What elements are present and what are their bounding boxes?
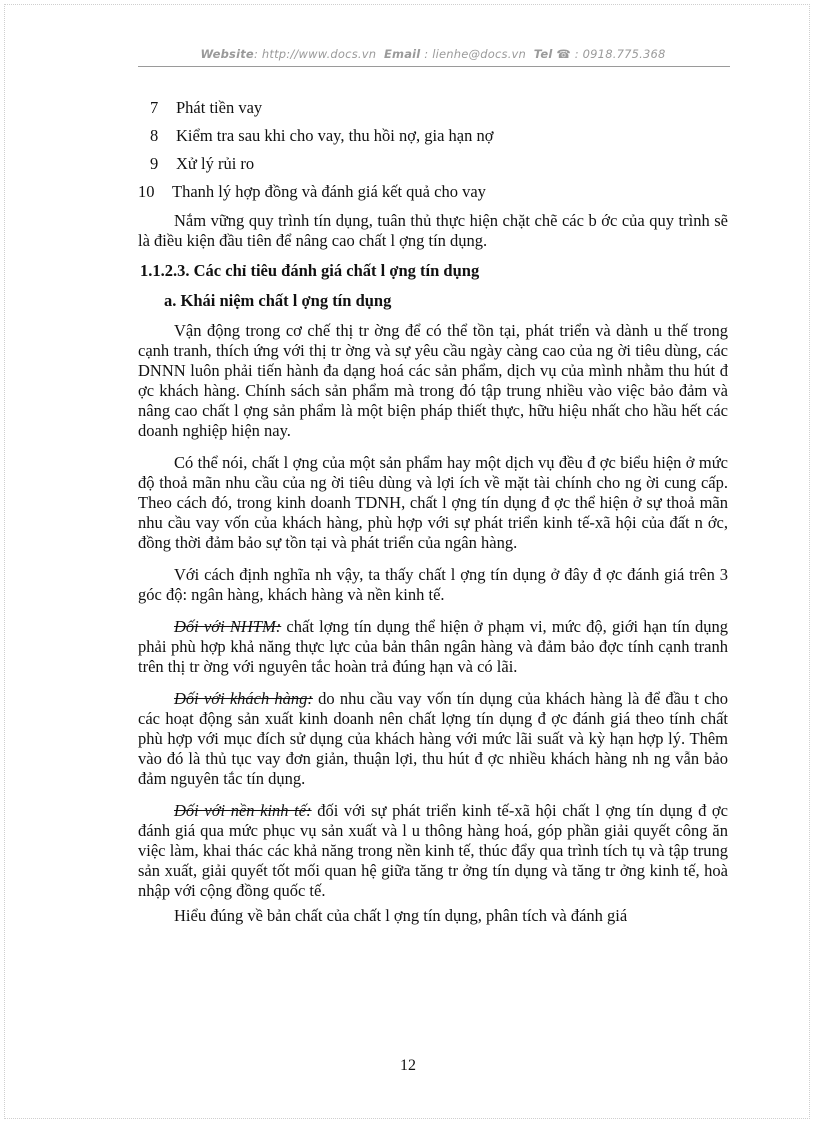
aspect-paragraph-nhtm: Đối với NHTM: chất lợng tín dụng thể hiện ở phạm vi, mức độ, giới hạn tín dụng phải phù hợp khả năng thực lực của bản thân ngân hàng và đảm bảo đợc tính cạnh tranh trên thị tr ờng với nguyên tắc hoàn trả đúng hạn và có lãi.: [138, 617, 728, 676]
subsection-heading: a. Khái niệm chất l ợng tín dụng: [164, 291, 392, 310]
intro-paragraph: Nắm vững quy trình tín dụng, tuân thủ thực hiện chặt chẽ các b ớc của quy trình sẽ là điều kiện đầu tiên để nâng cao chất l ợng tín dụng.: [138, 211, 728, 250]
list-item: 7 Phát tiền vay: [150, 98, 263, 117]
header-divider: [138, 66, 730, 67]
page-header: [138, 47, 728, 61]
document-body: [138, 94, 728, 926]
list-item: 8 Kiểm tra sau khi cho vay, thu hồi nợ, gia hạn nợ: [150, 126, 494, 145]
aspect-paragraph-economy: Đối với nền kinh tế: đối với sự phát triển kinh tế-xã hội chất l ợng tín dụng đ ợc đánh giá qua mức phục vụ sản xuất và l u thông hàng hoá, góp phần giải quyết công ăn việc làm, khai thác các khả năng trong nền kinh tế, thúc đẩy qua trình tích tụ và tập trung sản xuất, giải quyết tốt mối quan hệ giữa tăng tr ởng tín dụng và tăng tr ởng kinh tế, hoà nhập với cộng đồng quốc tế.: [138, 801, 728, 900]
aspect-lead: Đối với NHTM:: [174, 617, 282, 636]
aspect-paragraph-customer: Đối với khách hàng: do nhu cầu vay vốn tín dụng của khách hàng là để đầu t cho các hoạt động sản xuất kinh doanh nên chất lợng tín dụng đ ợc đánh giá theo tính chất phù hợp với mục đích sử dụng của khách hàng với mức lãi suất và kỳ hạn hợp lý. Thêm vào đó là thủ tục vay đơn giản, thuận lợi, thu hút đ ợc nhiều khách hàng nh ng vẫn bảo đảm nguyên tắc tín dụng.: [138, 689, 729, 788]
tel-value: ☎ : 0918.775.368: [556, 47, 666, 61]
list-item: 10 Thanh lý hợp đồng và đánh giá kết quả cho vay: [138, 182, 486, 201]
list-item: 9 Xử lý rủi ro: [150, 154, 255, 173]
email-value[interactable]: : lienhe@docs.vn: [424, 47, 527, 61]
aspect-lead: Đối với khách hàng:: [174, 689, 313, 708]
email-label: Email: [383, 47, 421, 61]
paragraph: Với cách định nghĩa nh vậy, ta thấy chất l ợng tín dụng ở đây đ ợc đánh giá trên 3 góc độ: ngân hàng, khách hàng và nền kinh tế.: [138, 565, 728, 604]
tel-label: Tel: [533, 47, 553, 61]
paragraph: Có thể nói, chất l ợng của một sản phẩm hay một dịch vụ đều đ ợc biểu hiện ở mức độ thoả mãn nhu cầu của ng ời tiêu dùng và lợi ích về mặt tài chính cho ng ời cung cấp. Theo cách đó, trong kinh doanh TDNH, chất l ợng tín dụng đ ợc thể hiện ở sự thoả mãn nhu cầu vay vốn của khách hàng, phù hợp với sự phát triển kinh tế-xã hội của đất n ớc, đồng thời đảm bảo sự tồn tại và phát triển của ngân hàng.: [138, 453, 728, 552]
website-label: Website: [200, 47, 254, 61]
closing-line: Hiểu đúng về bản chất của chất l ợng tín dụng, phân tích và đánh giá: [174, 906, 628, 925]
paragraph: Vận động trong cơ chế thị tr ờng để có thể tồn tại, phát triển và dành u thế trong cạnh tranh, thích ứng với thị tr ờng và sự yêu cầu ngày càng cao của ng ời tiêu dùng, các DNNN luôn phải tiến hành đa dạng hoá các sản phẩm, dịch vụ của mình nhằm thu hút đ ợc khách hàng. Chính sách sản phẩm mà trong đó tập trung nhiều vào việc bảo đảm và nâng cao chất l ợng sản phẩm là một biện pháp thiết thực, hữu hiệu nhất cho hầu hết các doanh nghiệp hiện nay.: [138, 321, 728, 440]
aspect-lead: Đối với nền kinh tế:: [174, 801, 312, 820]
section-heading: 1.1.2.3. Các chỉ tiêu đánh giá chất l ợng tín dụng: [140, 261, 480, 280]
page-number: 12: [400, 1057, 416, 1074]
website-value[interactable]: : http://www.docs.vn: [253, 47, 377, 61]
